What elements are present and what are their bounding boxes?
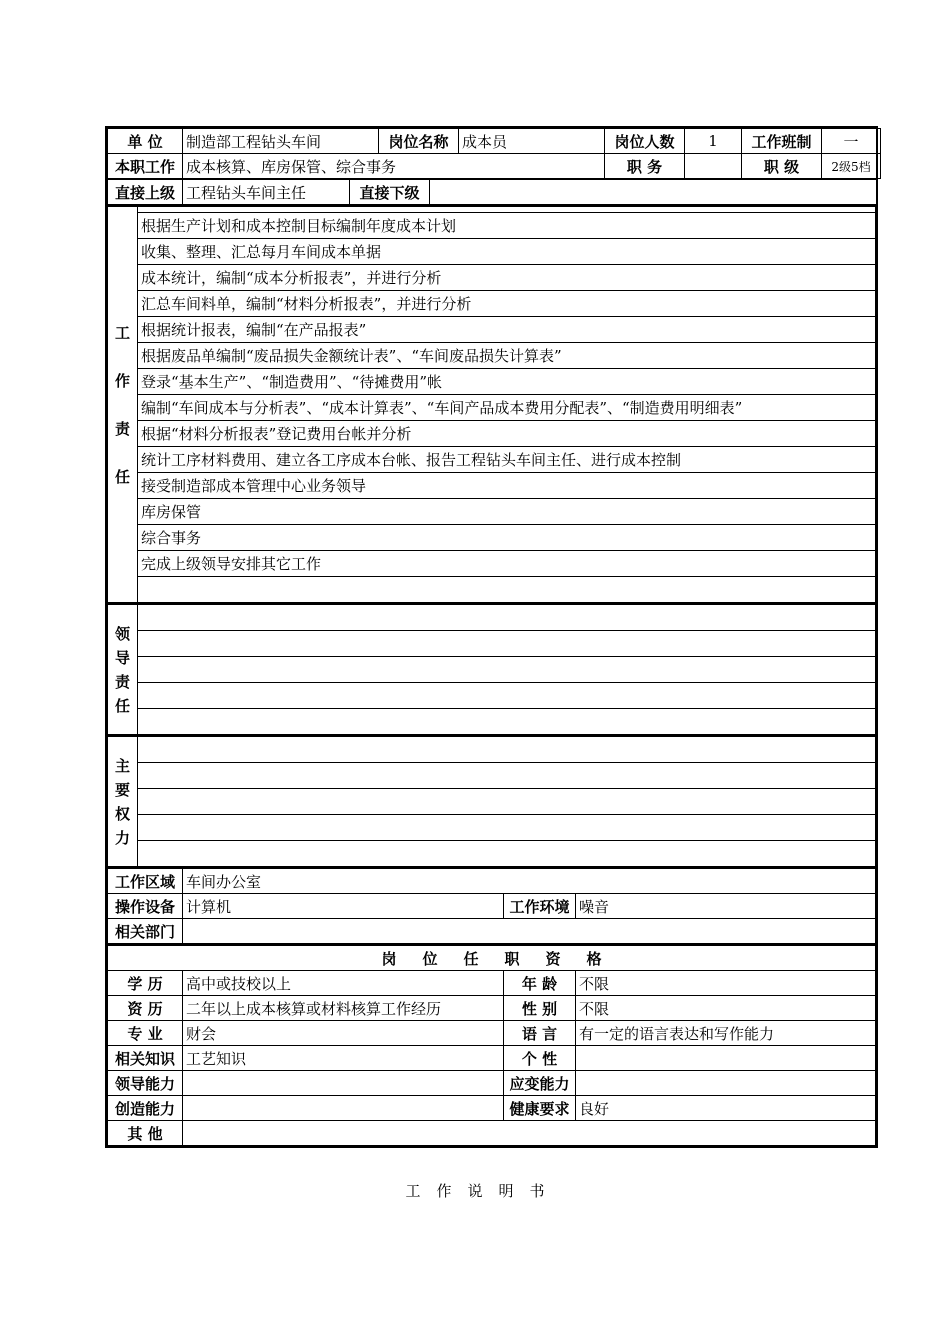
- title-char: 职: [504, 949, 520, 968]
- equipment-label: 操作设备: [108, 894, 183, 919]
- leadership-ability-label: 领导能力: [108, 1071, 183, 1096]
- adaptability-label: 应变能力: [504, 1071, 576, 1096]
- responsibilities-section: [107, 205, 876, 603]
- side-char: 权: [114, 804, 130, 823]
- creativity-label: 创造能力: [108, 1096, 183, 1121]
- equipment-value: 计算机: [183, 894, 504, 919]
- duty-value: [685, 154, 742, 179]
- knowledge-label: 相关知识: [108, 1046, 183, 1071]
- responsibility-item: 收集、整理、汇总每月车间成本单据: [138, 239, 876, 265]
- responsibility-item: 统计工序材料费用、建立各工序成本台帐、报告工程钻头车间主任、进行成本控制: [138, 447, 876, 473]
- title-char: 资: [545, 949, 561, 968]
- other-value: [183, 1121, 876, 1146]
- side-char: 责: [114, 672, 130, 691]
- leadership-row: [138, 657, 876, 683]
- responsibilities-side-label: [108, 206, 138, 603]
- responsibility-item: 完成上级领导安排其它工作: [138, 551, 876, 577]
- leadership-row: [138, 683, 876, 709]
- side-char: 主: [114, 756, 130, 775]
- responsibility-item: 编制“车间成本与分析表”、“成本计算表”、“车间产品成本费用分配表”、“制造费用明细表”: [138, 395, 876, 421]
- responsibility-item: 根据生产计划和成本控制目标编制年度成本计划: [138, 213, 876, 239]
- footer-char: 明: [498, 1182, 514, 1200]
- authority-row: [138, 841, 876, 867]
- responsibility-item: 综合事务: [138, 525, 876, 551]
- side-char: 导: [114, 648, 130, 667]
- unit-label: 单 位: [108, 129, 183, 154]
- responsibility-item: 库房保管: [138, 499, 876, 525]
- responsibility-item: 成本统计，编制“成本分析报表”，并进行分析: [138, 265, 876, 291]
- side-char: 要: [114, 780, 130, 799]
- subordinate-value: [430, 180, 877, 205]
- responsibility-item: 根据统计报表，编制“在产品报表”: [138, 317, 876, 343]
- post-name-value: 成本员: [459, 129, 605, 154]
- authority-row: [138, 789, 876, 815]
- side-char: 力: [114, 828, 130, 847]
- responsibility-item: 接受制造部成本管理中心业务领导: [138, 473, 876, 499]
- language-value: 有一定的语言表达和写作能力: [576, 1021, 876, 1046]
- unit-value: 制造部工程钻头车间: [183, 129, 379, 154]
- education-value: 高中或技校以上: [183, 971, 504, 996]
- shift-value: 一: [822, 129, 881, 154]
- footer-char: 书: [529, 1182, 545, 1200]
- experience-label: 资 历: [108, 996, 183, 1021]
- personality-value: [576, 1046, 876, 1071]
- leadership-side-label: [108, 604, 138, 735]
- adaptability-value: [576, 1071, 876, 1096]
- title-char: 任: [463, 949, 479, 968]
- work-section: [107, 867, 876, 944]
- leadership-row: [138, 631, 876, 657]
- grade-value: 2级5档: [822, 154, 881, 179]
- leadership-row: [138, 709, 876, 735]
- leadership-row: [138, 604, 876, 631]
- side-char: 作: [114, 371, 130, 390]
- major-value: 财会: [183, 1021, 504, 1046]
- responsibility-item: 根据“材料分析报表”登记费用台帐并分析: [138, 421, 876, 447]
- authority-side-label: [108, 736, 138, 867]
- experience-value: 二年以上成本核算或材料核算工作经历: [183, 996, 504, 1021]
- side-char: 工: [114, 323, 130, 342]
- authority-row: [138, 815, 876, 841]
- responsibility-item: 根据废品单编制“废品损失金额统计表”、“车间废品损失计算表”: [138, 343, 876, 369]
- education-label: 学 历: [108, 971, 183, 996]
- side-char: 责: [114, 419, 130, 438]
- gender-value: 不限: [576, 996, 876, 1021]
- responsibility-item: 汇总车间料单，编制“材料分析报表”，并进行分析: [138, 291, 876, 317]
- side-char: 任: [114, 467, 130, 486]
- footer-char: 作: [436, 1182, 452, 1200]
- title-char: 格: [586, 949, 602, 968]
- authority-section: [107, 735, 876, 867]
- language-label: 语 言: [504, 1021, 576, 1046]
- title-char: 位: [422, 949, 438, 968]
- side-char: 任: [114, 696, 130, 715]
- post-name-label: 岗位名称: [379, 129, 459, 154]
- subordinate-label: 直接下级: [350, 180, 430, 205]
- superior-table: [107, 179, 876, 205]
- environment-label: 工作环境: [504, 894, 576, 919]
- gender-label: 性 别: [504, 996, 576, 1021]
- side-char: 领: [114, 624, 130, 643]
- footer-char: 说: [467, 1182, 483, 1200]
- title-char: 岗: [381, 949, 397, 968]
- superior-value: 工程钻头车间主任: [183, 180, 350, 205]
- authority-row: [138, 736, 876, 763]
- other-label: 其 他: [108, 1121, 183, 1146]
- responsibility-item: [138, 577, 876, 603]
- responsibility-item: 登录“基本生产”、“制造费用”、“待摊费用”帐: [138, 369, 876, 395]
- main-work-label: 本职工作: [108, 154, 183, 179]
- health-label: 健康要求: [504, 1096, 576, 1121]
- header-table: [107, 128, 881, 179]
- post-count-label: 岗位人数: [605, 129, 685, 154]
- qualification-section: [107, 944, 876, 1146]
- post-count-value: 1: [685, 129, 742, 154]
- shift-label: 工作班制: [742, 129, 822, 154]
- age-label: 年 龄: [504, 971, 576, 996]
- footer-char: 工: [405, 1182, 421, 1200]
- job-description-table: [105, 126, 878, 1148]
- area-value: 车间办公室: [183, 868, 876, 894]
- health-value: 良好: [576, 1096, 876, 1121]
- superior-label: 直接上级: [108, 180, 183, 205]
- area-label: 工作区域: [108, 868, 183, 894]
- major-label: 专 业: [108, 1021, 183, 1046]
- qualification-title: [108, 945, 876, 971]
- dept-value: [183, 919, 876, 944]
- creativity-value: [183, 1096, 504, 1121]
- document-footer-title: [0, 1180, 950, 1201]
- dept-label: 相关部门: [108, 919, 183, 944]
- knowledge-value: 工艺知识: [183, 1046, 504, 1071]
- grade-label: 职 级: [742, 154, 822, 179]
- leadership-section: [107, 603, 876, 735]
- authority-row: [138, 763, 876, 789]
- personality-label: 个 性: [504, 1046, 576, 1071]
- main-work-value: 成本核算、库房保管、综合事务: [183, 154, 605, 179]
- environment-value: 噪音: [576, 894, 876, 919]
- age-value: 不限: [576, 971, 876, 996]
- duty-label: 职 务: [605, 154, 685, 179]
- leadership-ability-value: [183, 1071, 504, 1096]
